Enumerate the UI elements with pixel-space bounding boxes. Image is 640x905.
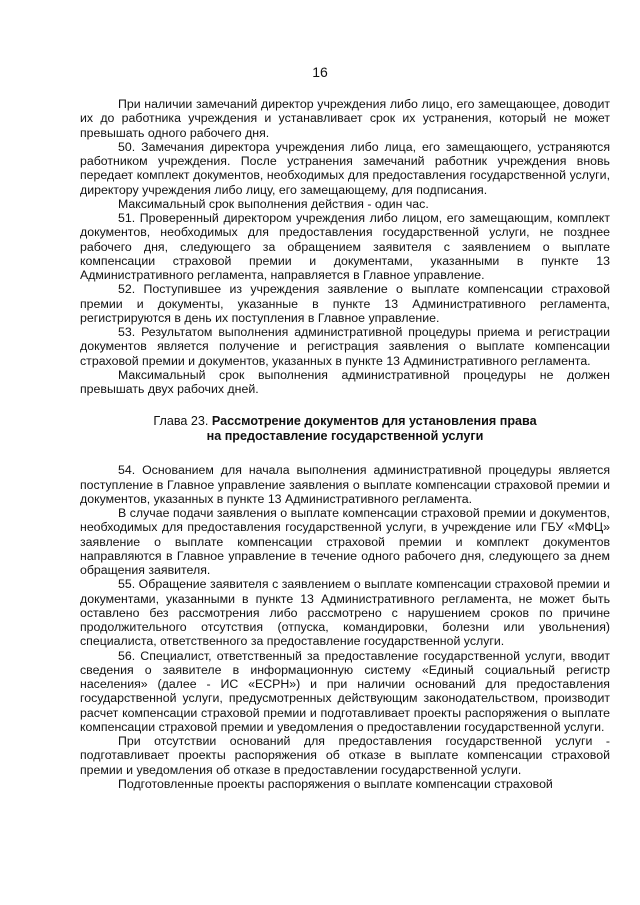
chapter-title-line-1: Рассмотрение документов для установления права (211, 414, 537, 429)
paragraph: Максимальный срок выполнения административной процедуры не должен превышать двух рабочих дней. (80, 367, 610, 396)
paragraph: В случае подачи заявления о выплате компенсации страховой премии и документов, необходимых для предоставления государственной услуги, в учреждение или ГБУ «МФЦ» заявление о выплате компенсации страховой премии и комплект документов направляются в Главное управление в течение одного рабочего дня, следующего за днем обращения заявителя. (80, 506, 610, 577)
document-body (80, 97, 610, 791)
chapter-number: Глава 23. (153, 414, 212, 429)
chapter-title-line-2: на предоставление государственной услуги (206, 429, 484, 444)
chapter-heading-line-1 (80, 414, 610, 429)
paragraph: 53. Результатом выполнения административной процедуры приема и регистрации документов является получение и регистрация заявления о выплате компенсации страховой премии и документов, указанных в пункте 13 Административного регламента. (80, 325, 610, 368)
paragraph: 50. Замечания директора учреждения либо лица, его замещающего, устраняются работником учреждения. После устранения замечаний работник учреждения вновь передает комплект документов, необходимых для предоставления государственной услуги, директору учреждения либо лицу, его замещающему, для подписания. (80, 139, 610, 197)
paragraph: Максимальный срок выполнения действия - один час. (118, 196, 429, 211)
paragraph: При отсутствии оснований для предоставления государственной услуги - подготавливает проекты распоряжения об отказе в выплате компенсации страховой премии и уведомления об отказе в предоставлении государственной услуги. (80, 734, 610, 777)
paragraph: 55. Обращение заявителя с заявлением о выплате компенсации страховой премии и документами, указанными в пункте 13 Административного регламента, не может быть оставлено без рассмотрения либо рассмотрено с нарушением сроков по причине продолжительного отсутствия (отпуска, командировки, болезни или увольнения) специалиста, ответственного за предоставление государственной услуги. (80, 577, 610, 649)
paragraph: 52. Поступившее из учреждения заявление о выплате компенсации страховой премии и документы, указанные в пункте 13 Административного регламента, регистрируются в день их поступления в Главное управление. (80, 282, 610, 325)
page-number: 16 (312, 64, 328, 80)
paragraph: 54. Основанием для начала выполнения административной процедуры является поступление в Главное управление заявления о выплате компенсации страховой премии и документов, указанных в пункте 13 Административного регламента. (80, 463, 610, 506)
chapter-heading (80, 414, 610, 444)
paragraph: Подготовленные проекты распоряжения о выплате компенсации страховой (118, 776, 553, 791)
paragraph: 56. Специалист, ответственный за предоставление государственной услуги, вводит сведения о заявителе в информационную систему «Единый социальный регистр населения» (далее - ИС «ЕСРН») и при наличии оснований для предоставления государственной услуги, предусмотренных действующим законодательством, производит расчет компенсации страховой премии и подготавливает проекты распоряжения о выплате компенсации страховой премии и уведомления о предоставлении государственной услуги. (80, 648, 610, 734)
paragraph: При наличии замечаний директор учреждения либо лицо, его замещающее, доводит их до работника учреждения и устанавливает срок их устранения, который не может превышать одного рабочего дня. (80, 97, 610, 140)
paragraph: 51. Проверенный директором учреждения либо лицом, его замещающим, комплект документов, необходимых для предоставления государственной услуги, не позднее рабочего дня, следующего за обращением заявителя с заявлением о выплате компенсации страховой премии и документами, указанными в пункте 13 Административного регламента, направляется в Главное управление. (80, 211, 610, 282)
